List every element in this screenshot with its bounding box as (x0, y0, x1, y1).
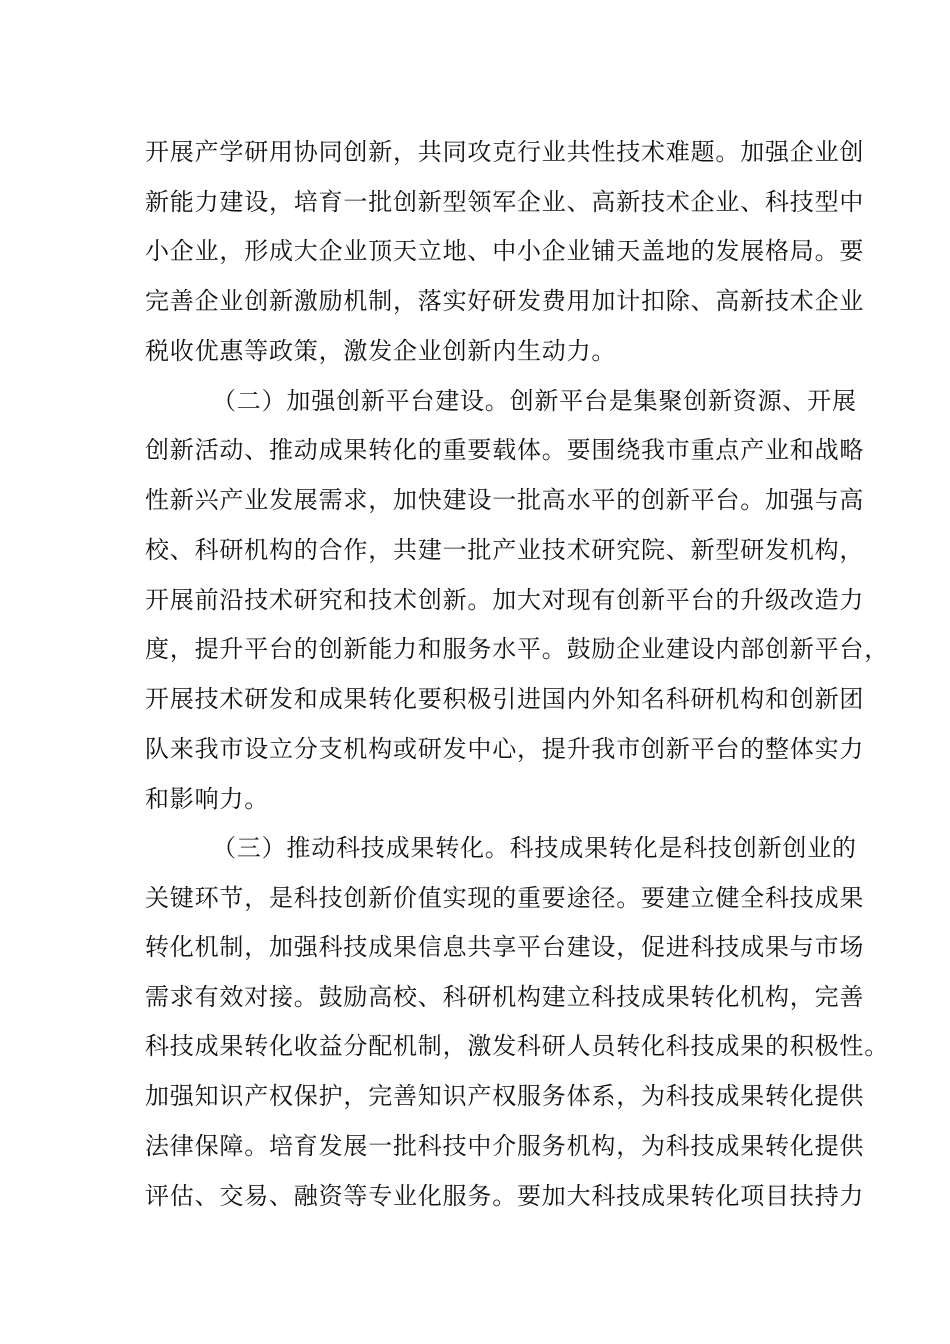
text-line: 性新兴产业发展需求，加快建设一批高水平的创新平台。加强与高 (145, 486, 865, 514)
text-line: 创新活动、推动成果转化的重要载体。要围绕我市重点产业和战略 (145, 436, 865, 464)
section-heading-line: （三）推动科技成果转化。科技成果转化是科技创新创业的 (212, 834, 857, 862)
text-line: 开展前沿技术研究和技术创新。加大对现有创新平台的升级改造力 (145, 586, 865, 614)
text-line: 加强知识产权保护，完善知识产权服务体系，为科技成果转化提供 (145, 1082, 865, 1110)
text-line: 法律保障。培育发展一批科技中介服务机构，为科技成果转化提供 (145, 1132, 865, 1160)
text-line: 科技成果转化收益分配机制，激发科研人员转化科技成果的积极性。 (145, 1032, 889, 1060)
text-line: 税收优惠等政策，激发企业创新内生动力。 (145, 337, 617, 365)
section-heading-line: （二）加强创新平台建设。创新平台是集聚创新资源、开展 (212, 387, 857, 415)
text-line: 和影响力。 (145, 785, 269, 813)
text-line: 开展技术研发和成果转化要积极引进国内外知名科研机构和创新团 (145, 685, 865, 713)
text-line: 转化机制，加强科技成果信息共享平台建设，促进科技成果与市场 (145, 933, 865, 961)
text-line: 小企业，形成大企业顶天立地、中小企业铺天盖地的发展格局。要 (145, 237, 865, 265)
text-line: 度，提升平台的创新能力和服务水平。鼓励企业建设内部创新平台， (145, 635, 889, 663)
text-line: 评估、交易、融资等专业化服务。要加大科技成果转化项目扶持力 (145, 1182, 865, 1210)
text-line: 关键环节，是科技创新价值实现的重要途径。要建立健全科技成果 (145, 884, 865, 912)
text-line: 校、科研机构的合作，共建一批产业技术研究院、新型研发机构， (145, 536, 865, 564)
text-line: 完善企业创新激励机制，落实好研发费用加计扣除、高新技术企业 (145, 287, 865, 315)
text-line: 开展产学研用协同创新，共同攻克行业共性技术难题。加强企业创 (145, 138, 865, 166)
text-line: 需求有效对接。鼓励高校、科研机构建立科技成果转化机构，完善 (145, 983, 865, 1011)
text-line: 队来我市设立分支机构或研发中心，提升我市创新平台的整体实力 (145, 735, 865, 763)
text-line: 新能力建设，培育一批创新型领军企业、高新技术企业、科技型中 (145, 188, 865, 216)
